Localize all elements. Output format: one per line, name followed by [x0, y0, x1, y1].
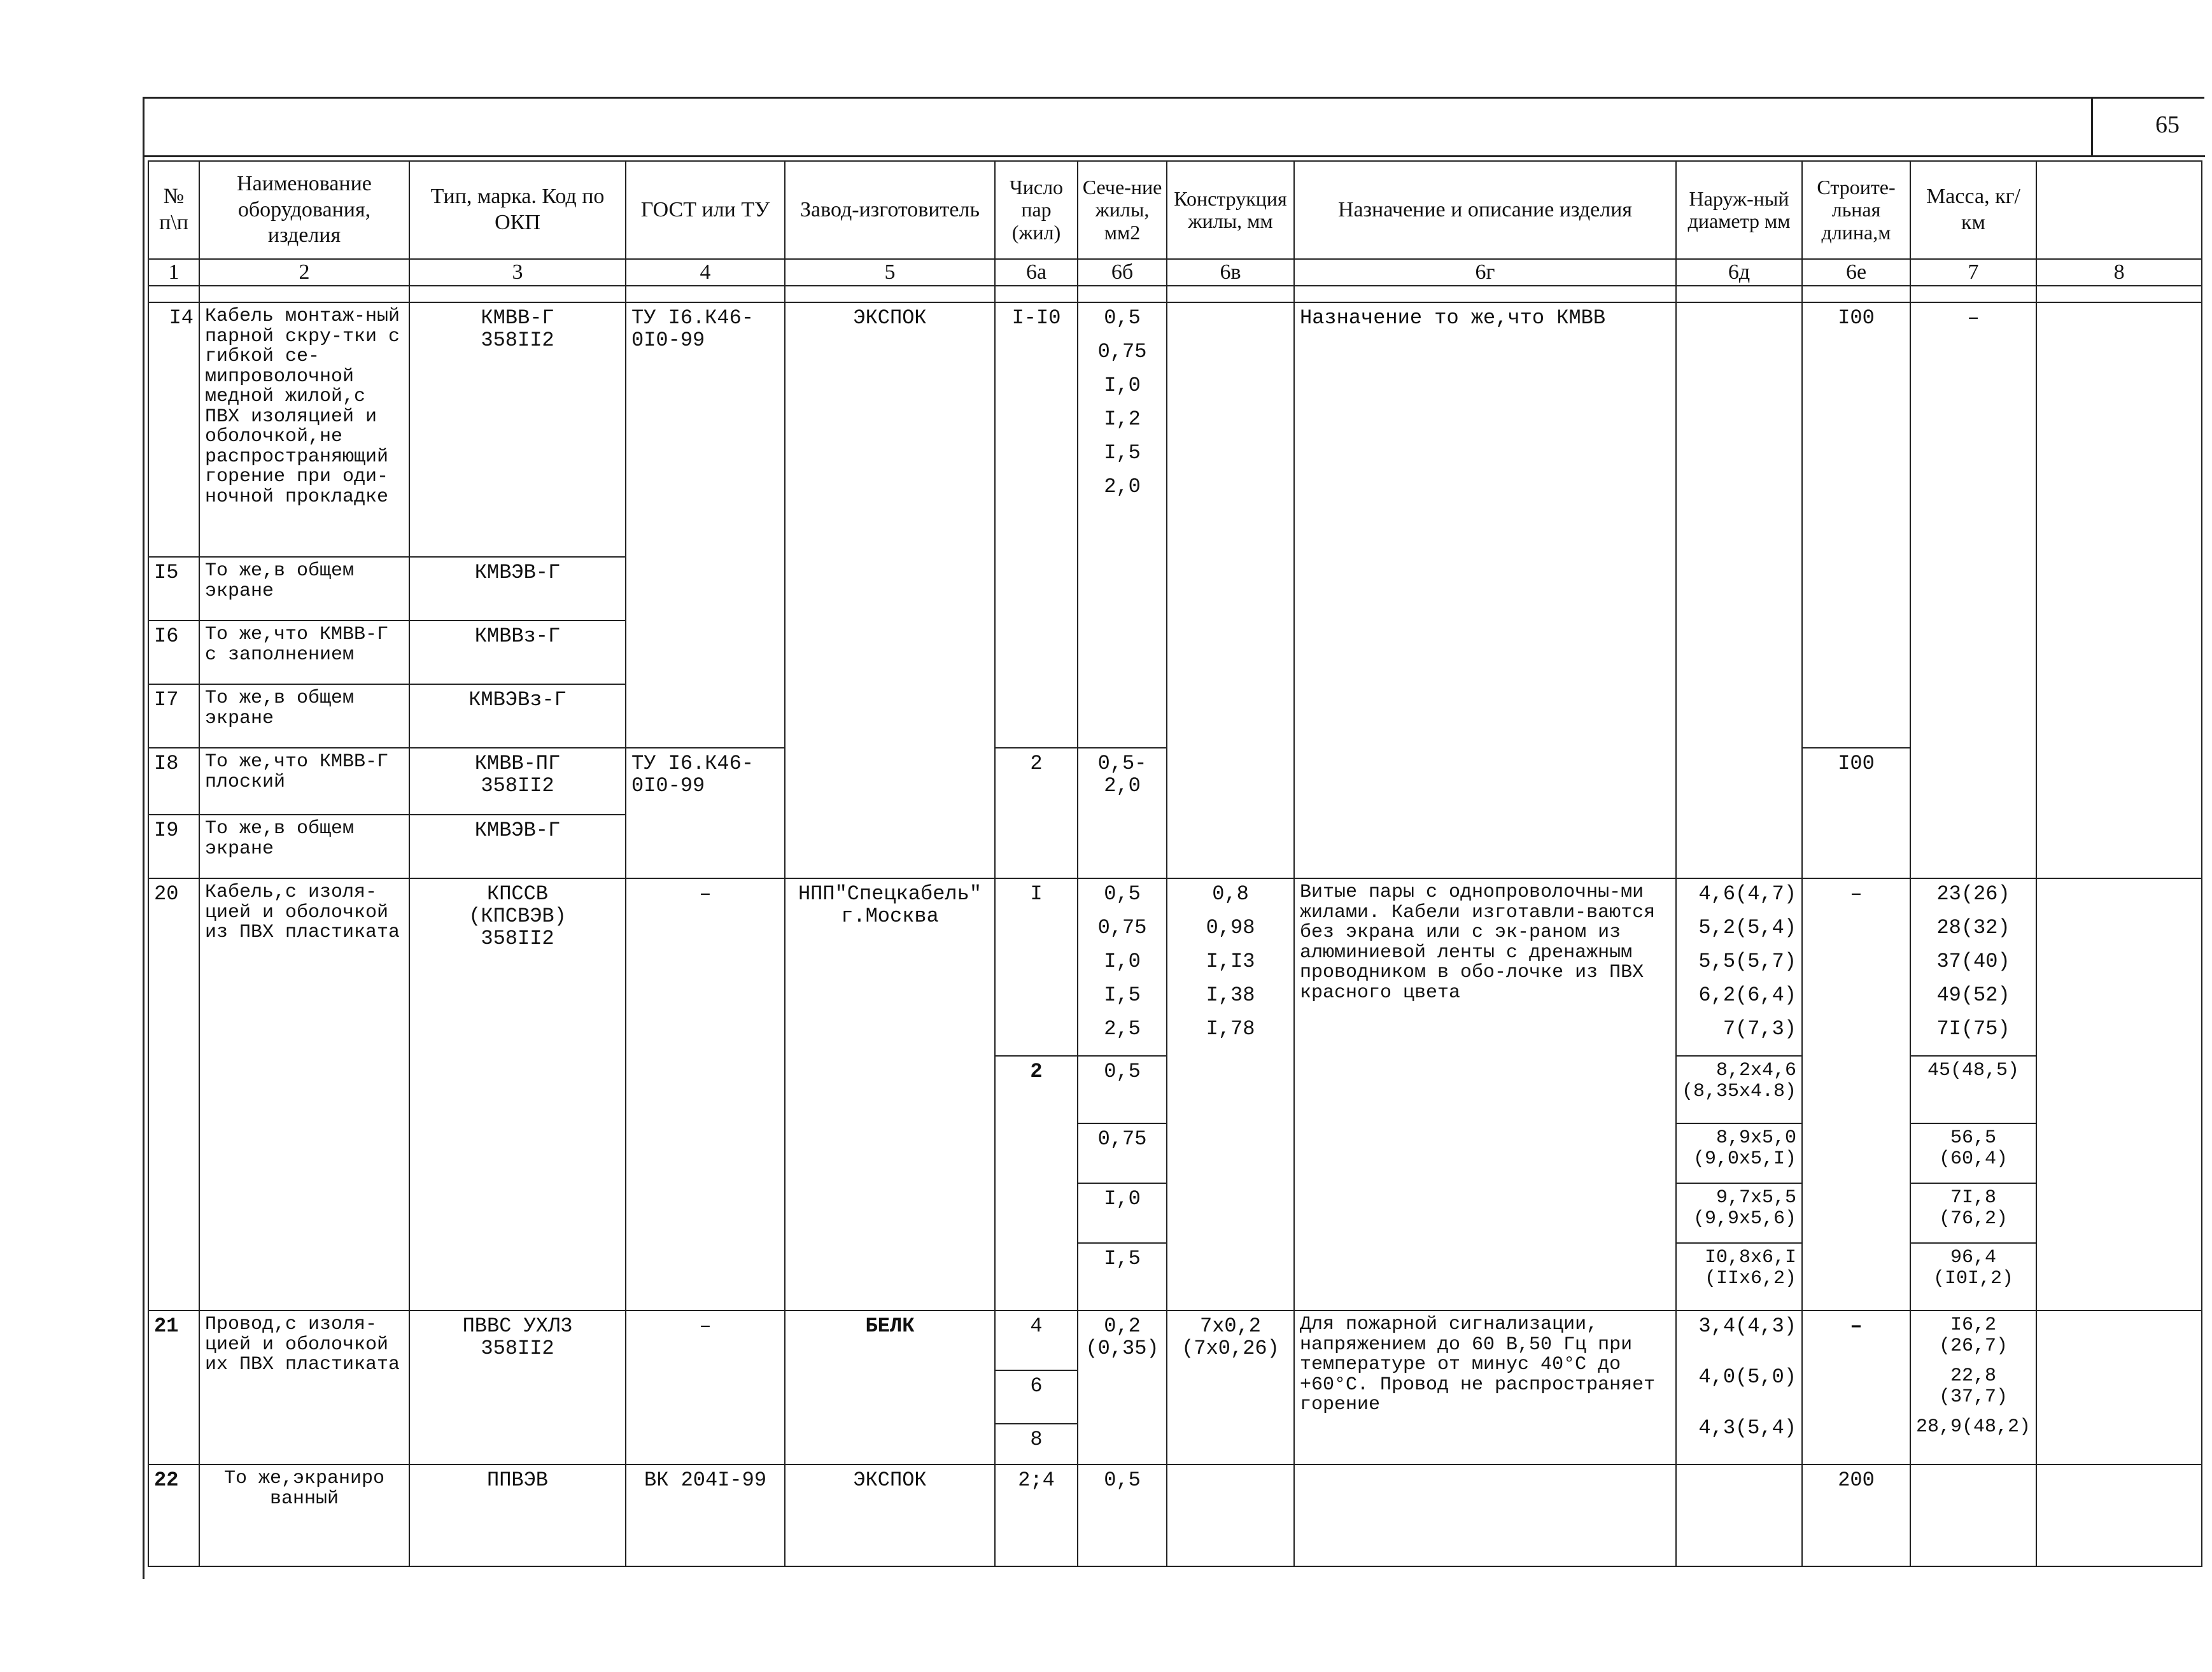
row-maker: ЭКСПОК	[785, 302, 995, 878]
row-type	[409, 302, 626, 557]
column-number-row	[148, 259, 2202, 286]
mass-value: 37(40)	[1936, 950, 2010, 973]
table-row	[148, 878, 2202, 1056]
type-code: ПВВС УХЛ3	[462, 1314, 573, 1338]
row-name: Кабель монтаж-ный парной скру-тки с гибкой се-мипроволочной медной жилой,с ПВХ изоляцией и оболочкой,не распространяющий горение при оди-ночной прокладке	[199, 302, 409, 557]
row-type: КМВЭВ-Г	[409, 815, 626, 878]
row-name: То же,в общем экране	[199, 815, 409, 878]
row-construction: 7х0,2 (7х0,26)	[1167, 1310, 1294, 1465]
row-sections: 0,2 (0,35)	[1078, 1310, 1167, 1465]
row-type	[409, 1310, 626, 1465]
section-value: 0,75	[1097, 916, 1147, 939]
row-purpose: Для пожарной сигнализации, напряжением до 60 В,50 Гц при температуре от минус 40°С до +60°С. Провод не распространяет горение	[1294, 1310, 1676, 1465]
construction-value: I,I3	[1206, 950, 1255, 973]
okp-code: 358II2	[481, 328, 554, 353]
row-pairs: 2	[995, 1056, 1078, 1310]
row-pairs: I-I0	[995, 302, 1078, 748]
row-diameter	[1676, 878, 1802, 1056]
construction-value: I,38	[1206, 983, 1255, 1007]
row-length: –	[1802, 878, 1910, 1310]
table-header-row	[148, 161, 2202, 259]
row-maker: БЕЛК	[785, 1310, 995, 1465]
diameter-value: 4,0(5,0)	[1698, 1365, 1797, 1389]
diameter-value: 4,6(4,7)	[1698, 882, 1797, 906]
header-gost: ГОСТ или ТУ	[626, 161, 785, 259]
diameter-value: 5,2(5,4)	[1698, 916, 1797, 939]
row-type	[409, 878, 626, 1310]
row-extra	[2036, 1465, 2202, 1566]
mass-value: 45(48,5)	[1927, 1060, 2020, 1081]
row-name: Провод,с изоля-цией и оболочкой их ПВХ пластиката	[199, 1310, 409, 1465]
row-pairs: 2;4	[995, 1465, 1078, 1566]
mass-value: 7I,8 (76,2)	[1911, 1183, 2036, 1239]
diameter-value: 8,9х5,0 (9,0х5,I)	[1677, 1123, 1801, 1179]
row-mass	[1910, 878, 2036, 1056]
row-sections	[1078, 748, 1167, 878]
header-purpose: Назначение и описание изделия	[1294, 161, 1676, 259]
row-construction	[1167, 878, 1294, 1310]
row-number: 22	[148, 1465, 199, 1566]
row-extra	[2036, 1310, 2202, 1465]
table-row	[148, 1310, 2202, 1465]
mass-value: 28,9(48,2)	[1916, 1416, 2031, 1438]
section-value: 2,5	[1104, 1017, 1141, 1041]
row-name: То же,в общем экране	[199, 557, 409, 621]
pairs-value: 8	[996, 1423, 1077, 1460]
row-number: 21	[148, 1310, 199, 1465]
header-construction: Конструкция жилы, мм	[1167, 161, 1294, 259]
diameter-value: 6,2(6,4)	[1698, 983, 1797, 1007]
construction-value: 0,98	[1206, 916, 1255, 939]
header-section: Сече-ние жилы, мм2	[1078, 161, 1167, 259]
row-purpose	[1294, 1465, 1676, 1566]
header-number: № п\п	[148, 161, 199, 259]
row-name: То же,что КМВВ-Г с заполнением	[199, 621, 409, 684]
header-diameter: Наруж-ный диаметр мм	[1676, 161, 1802, 259]
section-value: I,5	[1104, 983, 1141, 1007]
diameter-value: 9,7х5,5 (9,9х5,6)	[1677, 1183, 1801, 1239]
row-number: I8	[148, 748, 199, 815]
diameter-value: 8,2х4,6 (8,35х4.8)	[1682, 1060, 1797, 1102]
row-number: I4	[148, 302, 199, 557]
row-number: I5	[148, 557, 199, 621]
header-name: Наименование оборудования, изделия	[199, 161, 409, 259]
col-num-6e: 6е	[1802, 259, 1910, 286]
row-gost: –	[626, 1310, 785, 1465]
section-value: I,5	[1104, 441, 1141, 465]
row-name: То же,что КМВВ-Г плоский	[199, 748, 409, 815]
col-num-3: 3	[409, 259, 626, 286]
type-code-alt: (КПСВЭВ)	[468, 904, 567, 929]
diameter-value: 5,5(5,7)	[1698, 950, 1797, 973]
section-value: 0,5	[1104, 882, 1141, 906]
row-diameter	[1676, 1465, 1802, 1566]
row-purpose: Витые пары с однопроволочны-ми жилами. Кабели изготавли-ваются без экрана или с эк-раном из алюминиевой ленты с дренажным проводником в обо-лочке из ПВХ красного цвета	[1294, 878, 1676, 1310]
diameter-value: 3,4(4,3)	[1698, 1314, 1797, 1338]
row-pairs: I	[995, 878, 1078, 1056]
construction-value: 0,8	[1212, 882, 1249, 906]
diameter-value: I0,8х6,I (IIх6,2)	[1677, 1242, 1801, 1298]
header-mass: Масса, кг/км	[1910, 161, 2036, 259]
row-purpose: Назначение то же,что КМВВ	[1294, 302, 1676, 878]
row-diameter	[1676, 1310, 1802, 1465]
maker-city: г.Москва	[841, 904, 939, 929]
mass-value: 23(26)	[1936, 882, 2010, 906]
col-num-5: 5	[785, 259, 995, 286]
row-gost: ТУ I6.К46-0I0-99	[626, 302, 785, 748]
mass-value: 96,4 (I0I,2)	[1911, 1242, 2036, 1298]
pairs-value: 4	[1030, 1314, 1043, 1338]
page-number: 65	[2155, 111, 2180, 138]
row-length: –	[1802, 1310, 1910, 1465]
maker-name: НПП"Спецкабель"	[798, 882, 982, 906]
section-value: I,0	[1104, 950, 1141, 973]
diameter-value: 4,3(5,4)	[1698, 1416, 1797, 1440]
col-num-2: 2	[199, 259, 409, 286]
diameter-value: 7(7,3)	[1722, 1017, 1797, 1041]
col-num-6d: 6д	[1676, 259, 1802, 286]
col-num-6v: 6в	[1167, 259, 1294, 286]
type-code: КМВВ-ПГ	[474, 752, 561, 775]
row-type: КМВЭВ-Г	[409, 557, 626, 621]
col-num-6g: 6г	[1294, 259, 1676, 286]
row-length: I00	[1802, 748, 1910, 878]
row-type	[409, 748, 626, 815]
table-row	[148, 302, 2202, 557]
equipment-table	[148, 160, 2202, 1567]
row-type: КМВВз-Г	[409, 621, 626, 684]
row-sections: 0,5	[1078, 1465, 1167, 1566]
section-value: 0,5	[1104, 1060, 1141, 1083]
row-length: I00	[1802, 302, 1910, 748]
section-value: 0,75	[1097, 340, 1147, 363]
row-mass	[1910, 1056, 2036, 1310]
row-pairs: 2	[995, 748, 1078, 878]
section-value: I,2	[1104, 407, 1141, 431]
document-sheet	[143, 97, 2205, 1580]
row-mass	[1910, 1465, 2036, 1566]
mass-value: I6,2 (26,7)	[1939, 1314, 2008, 1357]
col-num-1: 1	[148, 259, 199, 286]
row-maker	[785, 878, 995, 1310]
section-from: 0,5-	[1097, 752, 1147, 775]
row-name: То же,в общем экране	[199, 684, 409, 748]
row-type: КМВЭВз-Г	[409, 684, 626, 748]
row-gost: ТУ I6.К46-0I0-99	[626, 748, 785, 878]
section-value: 2,0	[1104, 475, 1141, 498]
row-sections	[1078, 302, 1167, 748]
col-num-4: 4	[626, 259, 785, 286]
row-name: Кабель,с изоля-цией и оболочкой из ПВХ пластиката	[199, 878, 409, 1310]
row-name: То же,экраниро ванный	[199, 1465, 409, 1566]
col-num-6a: 6а	[995, 259, 1078, 286]
row-gost: ВК 204I-99	[626, 1465, 785, 1566]
col-num-8: 8	[2036, 259, 2202, 286]
header-maker: Завод-изготовитель	[785, 161, 995, 259]
row-extra	[2036, 878, 2202, 1310]
header-divider	[143, 155, 2202, 157]
pairs-value: 6	[996, 1370, 1077, 1419]
row-gost: –	[626, 878, 785, 1310]
table-row	[148, 1465, 2202, 1566]
row-maker: ЭКСПОК	[785, 1465, 995, 1566]
col-num-7: 7	[1910, 259, 2036, 286]
section-value: 0,75	[1078, 1123, 1166, 1179]
okp-code: 358II2	[481, 774, 554, 798]
row-mass	[1910, 1310, 2036, 1465]
header-extra	[2036, 161, 2202, 259]
okp-code: 358II2	[481, 1337, 554, 1361]
page-number-box	[2091, 97, 2205, 157]
row-sections	[1078, 1056, 1167, 1310]
section-value: 0,5	[1104, 306, 1141, 330]
type-code: КМВВ-Г	[481, 306, 554, 330]
row-extra	[2036, 302, 2202, 878]
okp-code: 358II2	[481, 927, 554, 951]
row-sections	[1078, 878, 1167, 1056]
row-number: 20	[148, 878, 199, 1310]
row-construction	[1167, 302, 1294, 878]
row-length: 200	[1802, 1465, 1910, 1566]
header-length: Строите-льная длина,м	[1802, 161, 1910, 259]
mass-value: 22,8 (37,7)	[1939, 1365, 2008, 1408]
row-number: I9	[148, 815, 199, 878]
mass-value: 28(32)	[1936, 916, 2010, 939]
row-type: ППВЭВ	[409, 1465, 626, 1566]
row-pairs	[995, 1310, 1078, 1465]
mass-value: 49(52)	[1936, 983, 2010, 1007]
row-diameter	[1676, 1056, 1802, 1310]
row-number: I6	[148, 621, 199, 684]
section-value: I,5	[1078, 1242, 1166, 1298]
section-value: I,0	[1078, 1183, 1166, 1239]
row-number: I7	[148, 684, 199, 748]
spacer-row	[148, 286, 2202, 302]
mass-value: 7I(75)	[1936, 1017, 2010, 1041]
row-diameter	[1676, 302, 1802, 878]
row-construction	[1167, 1465, 1294, 1566]
type-code: КПССВ	[486, 882, 548, 906]
construction-value: I,78	[1206, 1017, 1255, 1041]
section-to: 2,0	[1104, 774, 1141, 798]
section-value: I,0	[1104, 374, 1141, 397]
row-mass: –	[1910, 302, 2036, 878]
header-pairs: Число пар (жил)	[995, 161, 1078, 259]
header-type: Тип, марка. Код по ОКП	[409, 161, 626, 259]
col-num-6b: 6б	[1078, 259, 1167, 286]
mass-value: 56,5 (60,4)	[1911, 1123, 2036, 1179]
